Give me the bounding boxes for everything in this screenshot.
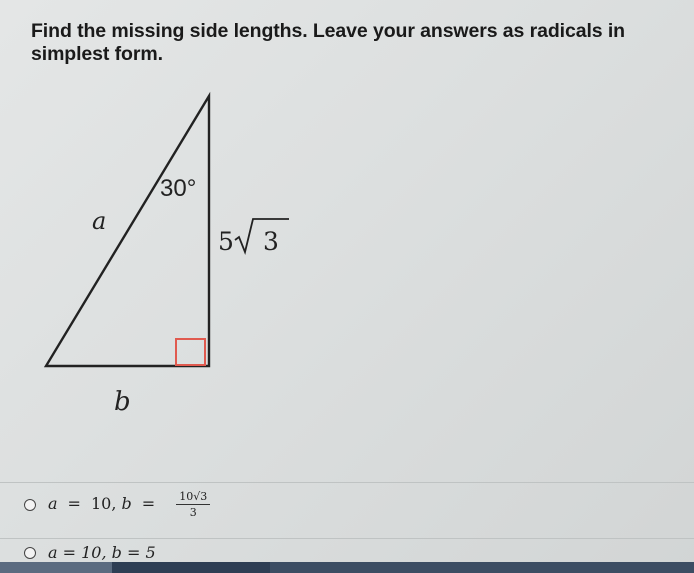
choices-divider-middle <box>0 538 694 539</box>
choice-1-a-value: 10, <box>90 494 117 513</box>
choice-1-b-denominator: 3 <box>189 506 197 519</box>
side-right-label <box>218 219 289 256</box>
choice-1-b-var: b <box>121 494 132 513</box>
side-b-label: b <box>114 387 131 417</box>
right-angle-marker <box>176 339 205 365</box>
angle-label: 30° <box>160 175 197 202</box>
side-right-radicand: 3 <box>263 227 279 256</box>
side-a-label: a <box>92 207 107 235</box>
question-text: Find the missing side lengths. Leave your answers as radicals in simplest form. <box>31 20 625 65</box>
choice-2-answer: a = 10, b = 5 <box>48 543 156 562</box>
choice-1[interactable] <box>24 490 210 519</box>
choice-1-eq1: = <box>67 494 81 513</box>
bottom-taskbar-left <box>0 562 112 573</box>
radical-sign <box>235 219 289 252</box>
triangle-outline <box>46 96 209 366</box>
side-right-coef: 5 <box>218 227 234 256</box>
choice-2-radio[interactable] <box>24 547 36 559</box>
choice-1-b-numerator: 10√3 <box>176 490 210 505</box>
choice-1-a-var: a <box>48 494 58 513</box>
bottom-taskbar <box>0 562 694 573</box>
choices-divider-top <box>0 482 694 483</box>
choice-1-b-fraction <box>176 490 210 519</box>
choice-1-answer <box>48 490 210 519</box>
choice-2[interactable] <box>24 543 156 562</box>
choice-1-eq2: = <box>141 494 156 513</box>
bottom-taskbar-right <box>270 562 694 573</box>
choice-1-radio[interactable] <box>24 499 36 511</box>
